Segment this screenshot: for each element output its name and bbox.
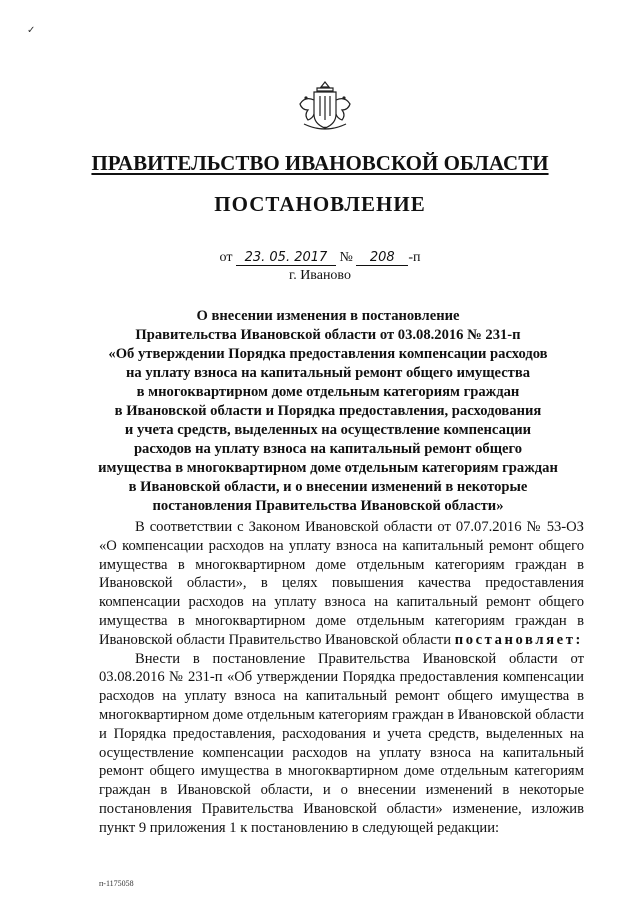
document-code: п-1175058 bbox=[99, 879, 134, 888]
title-line: Правительства Ивановской области от 03.08.2016 № 231-п bbox=[135, 327, 521, 343]
title-line: постановления Правительства Ивановской области» bbox=[152, 498, 504, 514]
number-suffix: -п bbox=[408, 250, 421, 265]
paragraph-amendment: Внести в постановление Правительства Ивановской области от 03.08.2016 № 231-п «Об утверждении Порядка предоставления компенсации расходов на уплату взноса на капитальный ремонт общего имущества в многоквартирном доме отдельным категориям граждан в Ивановской области и Порядка предоставления, расходования и учета средств, выделенных на осуществление компенсации расходов на уплату взноса на капитальный ремонт общего имущества в многоквартирном доме отдельным категориям граждан в Ивановской области, и о внесении изменений в некоторые постановления Правительства Ивановской области» изменение, изложив пункт 9 приложения 1 к постановлению в следующей редакции: bbox=[99, 650, 584, 836]
title-line: имущества в многоквартирном доме отдельным категориям граждан bbox=[98, 460, 558, 476]
coat-of-arms-emblem bbox=[296, 78, 354, 132]
paragraph-preamble bbox=[99, 518, 584, 650]
title-line: в Ивановской области, и о внесении изменений в некоторые bbox=[128, 479, 528, 495]
title-line: О внесении изменения в постановление bbox=[196, 308, 460, 324]
title-line: в Ивановской области и Порядка предоставления, расходования bbox=[114, 403, 542, 419]
date-number-line bbox=[0, 250, 640, 266]
organization-title: ПРАВИТЕЛЬСТВО ИВАНОВСКОЙ ОБЛАСТИ bbox=[91, 151, 549, 175]
title-line: на уплату взноса на капитальный ремонт общего имущества bbox=[125, 365, 531, 381]
document-type: ПОСТАНОВЛЕНИЕ bbox=[214, 192, 426, 216]
title-line: и учета средств, выделенных на осуществление компенсации bbox=[124, 422, 532, 438]
preamble-text: В соответствии с Законом Ивановской области от 07.07.2016 № 53-ОЗ «О компенсации расходов на уплату взноса на капитальный ремонт общего имущества в многоквартирном доме отдельным категориям граждан в Ивановской области», в целях повышения качества предоставления компенсации расходов на уплату взноса на капитальный ремонт общего имущества в многоквартирном доме отдельным категориям граждан в Ивановской области Правительство Ивановской области bbox=[99, 519, 584, 648]
city-name: г. Иваново bbox=[289, 268, 351, 283]
document-body bbox=[99, 518, 584, 838]
number-sign: № bbox=[339, 250, 353, 265]
decree-keyword: постановляет: bbox=[454, 631, 583, 648]
date-prefix: от bbox=[219, 250, 233, 265]
corner-check-mark: ✓ bbox=[27, 25, 36, 36]
handwritten-number: 208 bbox=[356, 250, 408, 266]
title-line: расходов на уплату взноса на капитальный ремонт общего bbox=[133, 441, 523, 457]
resolution-title bbox=[86, 307, 570, 516]
title-line: «Об утверждении Порядка предоставления компенсации расходов bbox=[108, 346, 548, 362]
title-line: в многоквартирном доме отдельным категориям граждан bbox=[136, 384, 520, 400]
handwritten-date: 23. 05. 2017 bbox=[236, 250, 336, 266]
